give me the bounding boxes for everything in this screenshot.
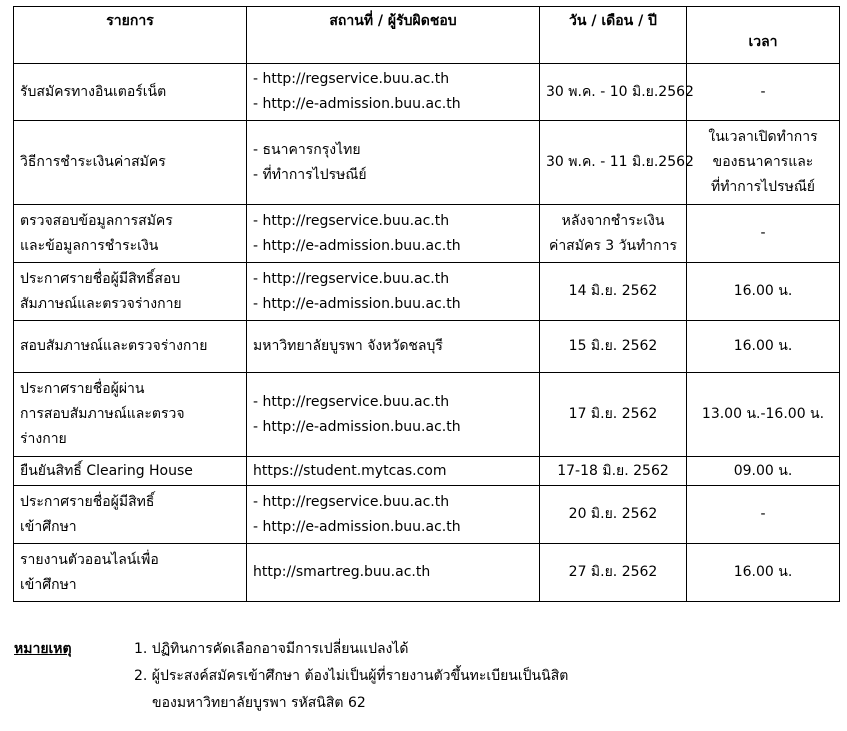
item-cell-line: เข้าศึกษา <box>20 576 77 593</box>
place-cell-line: - http://regservice.buu.ac.th <box>253 493 450 510</box>
place-cell-line: - ที่ทำการไปรษณีย์ <box>253 166 367 183</box>
time-cell <box>687 373 840 457</box>
place-cell <box>247 373 540 457</box>
schedule-table <box>13 6 840 602</box>
time-cell-line: ที่ทำการไปรษณีย์ <box>710 179 816 195</box>
date-cell <box>540 373 687 457</box>
time-cell <box>687 64 840 121</box>
item-cell <box>14 205 247 263</box>
table-row <box>14 64 840 121</box>
item-cell-line: สอบสัมภาษณ์และตรวจร่างกาย <box>20 338 208 354</box>
item-cell-line: ยืนยันสิทธิ์ Clearing House <box>20 462 193 479</box>
header-place: สถานที่ / ผู้รับผิดชอบ <box>247 7 540 64</box>
place-cell <box>247 544 540 602</box>
date-cell <box>540 64 694 121</box>
item-cell <box>14 486 247 544</box>
header-time: เวลา <box>687 7 840 64</box>
place-cell-line: - http://e-admission.buu.ac.th <box>253 96 461 112</box>
time-cell-line: - <box>760 83 766 100</box>
header-item: รายการ <box>14 7 247 64</box>
place-cell <box>247 486 540 544</box>
place-cell-line: มหาวิทยาลัยบูรพา จังหวัดชลบุรี <box>253 338 443 354</box>
item-cell-line: เข้าศึกษา <box>20 518 77 535</box>
header-row <box>14 7 840 64</box>
item-cell-line: ประกาศรายชื่อผู้มีสิทธิ์ <box>20 493 155 510</box>
date-cell-line: หลังจากชำระเงิน <box>561 212 665 229</box>
item-cell <box>14 373 247 457</box>
item-cell-line: ประกาศรายชื่อผู้มีสิทธิ์สอบ <box>20 270 181 287</box>
item-cell-line: รับสมัครทางอินเตอร์เน็ต <box>20 83 167 100</box>
date-cell <box>540 205 687 263</box>
date-cell-line: 17-18 มิ.ย. 2562 <box>557 462 669 479</box>
place-cell <box>247 457 540 486</box>
place-cell-line: https://student.mytcas.com <box>253 462 447 479</box>
date-cell-line: 20 มิ.ย. 2562 <box>568 506 658 522</box>
place-cell-line: - http://e-admission.buu.ac.th <box>253 237 461 254</box>
table-row <box>14 373 840 457</box>
place-cell-line: http://smartreg.buu.ac.th <box>253 564 431 580</box>
date-cell <box>540 544 687 602</box>
place-cell-line: - ธนาคารกรุงไทย <box>253 141 361 158</box>
time-cell-line: - <box>760 506 766 522</box>
item-cell-line: วิธีการชำระเงินค่าสมัคร <box>20 154 166 170</box>
time-cell-line: - <box>760 225 766 241</box>
time-cell-line: 09.00 น. <box>733 462 793 479</box>
time-cell-line: ของธนาคารและ <box>712 154 814 170</box>
time-cell <box>687 486 840 544</box>
place-cell-line: - http://e-admission.buu.ac.th <box>253 418 461 435</box>
date-cell-line: ค่าสมัคร 3 วันทำการ <box>548 237 678 254</box>
date-cell-line: 15 มิ.ย. 2562 <box>568 338 658 354</box>
place-cell-line: - http://regservice.buu.ac.th <box>253 212 450 229</box>
date-cell <box>540 321 687 373</box>
date-cell-line: 30 พ.ค. - 10 มิ.ย.2562 <box>546 83 694 100</box>
notes-title: หมายเหตุ <box>14 641 72 657</box>
table-row <box>14 457 840 486</box>
time-cell-line: ในเวลาเปิดทำการ <box>708 129 818 145</box>
place-cell-line: - http://e-admission.buu.ac.th <box>253 518 461 535</box>
date-cell <box>540 486 687 544</box>
item-cell-line: ประกาศรายชื่อผู้ผ่าน <box>20 381 145 397</box>
time-cell <box>687 121 840 205</box>
place-cell <box>247 263 540 321</box>
table-row <box>14 544 840 602</box>
time-cell-line: 16.00 น. <box>733 338 793 354</box>
place-cell-line: - http://regservice.buu.ac.th <box>253 270 450 287</box>
time-cell <box>687 321 840 373</box>
time-cell <box>687 457 840 486</box>
place-cell-line: - http://regservice.buu.ac.th <box>253 393 450 410</box>
item-cell <box>14 544 247 602</box>
date-cell-line: 14 มิ.ย. 2562 <box>568 283 658 299</box>
date-cell-line: 27 มิ.ย. 2562 <box>568 564 658 580</box>
place-cell-line: - http://e-admission.buu.ac.th <box>253 295 461 312</box>
item-cell <box>14 457 247 486</box>
table-row <box>14 263 840 321</box>
item-cell-line: รายงานตัวออนไลน์เพื่อ <box>20 551 159 568</box>
note-item-2: 2. ผู้ประสงค์สมัครเข้าศึกษา ต้องไม่เป็นผู้ที่รายงานตัวขึ้นทะเบียนเป็นนิสิต <box>134 668 569 684</box>
item-cell <box>14 121 247 205</box>
time-cell <box>687 205 840 263</box>
note-item-2-continued: ของมหาวิทยาลัยบูรพา รหัสนิสิต 62 <box>152 695 366 711</box>
place-cell-line: - http://regservice.buu.ac.th <box>253 71 450 87</box>
date-cell-line: 17 มิ.ย. 2562 <box>568 406 658 422</box>
date-cell-line: 30 พ.ค. - 11 มิ.ย.2562 <box>546 154 694 170</box>
item-cell <box>14 64 247 121</box>
table-row <box>14 205 840 263</box>
date-cell <box>540 121 694 205</box>
item-cell-line: การสอบสัมภาษณ์และตรวจ <box>20 406 185 422</box>
place-cell <box>247 64 540 121</box>
item-cell-line: สัมภาษณ์และตรวจร่างกาย <box>20 295 182 312</box>
item-cell-line: ร่างกาย <box>20 431 67 447</box>
time-cell-line: 16.00 น. <box>733 564 793 580</box>
place-cell <box>247 205 540 263</box>
date-cell <box>540 457 687 486</box>
item-cell-line: ตรวจสอบข้อมูลการสมัคร <box>20 212 173 229</box>
header-date: วัน / เดือน / ปี <box>540 7 687 64</box>
time-cell-line: 16.00 น. <box>733 283 793 299</box>
place-cell <box>247 121 540 205</box>
time-cell <box>687 544 840 602</box>
notes-list <box>134 636 568 717</box>
table-row <box>14 486 840 544</box>
table-row <box>14 121 840 205</box>
date-cell <box>540 263 687 321</box>
item-cell <box>14 321 247 373</box>
schedule-body <box>14 64 840 602</box>
item-cell-line: และข้อมูลการชำระเงิน <box>20 237 159 254</box>
time-cell <box>687 263 840 321</box>
note-item-1: 1. ปฏิทินการคัดเลือกอาจมีการเปลี่ยนแปลงได้ <box>134 641 409 657</box>
item-cell <box>14 263 247 321</box>
time-cell-line: 13.00 น.-16.00 น. <box>701 406 825 422</box>
place-cell <box>247 321 540 373</box>
table-row <box>14 321 840 373</box>
